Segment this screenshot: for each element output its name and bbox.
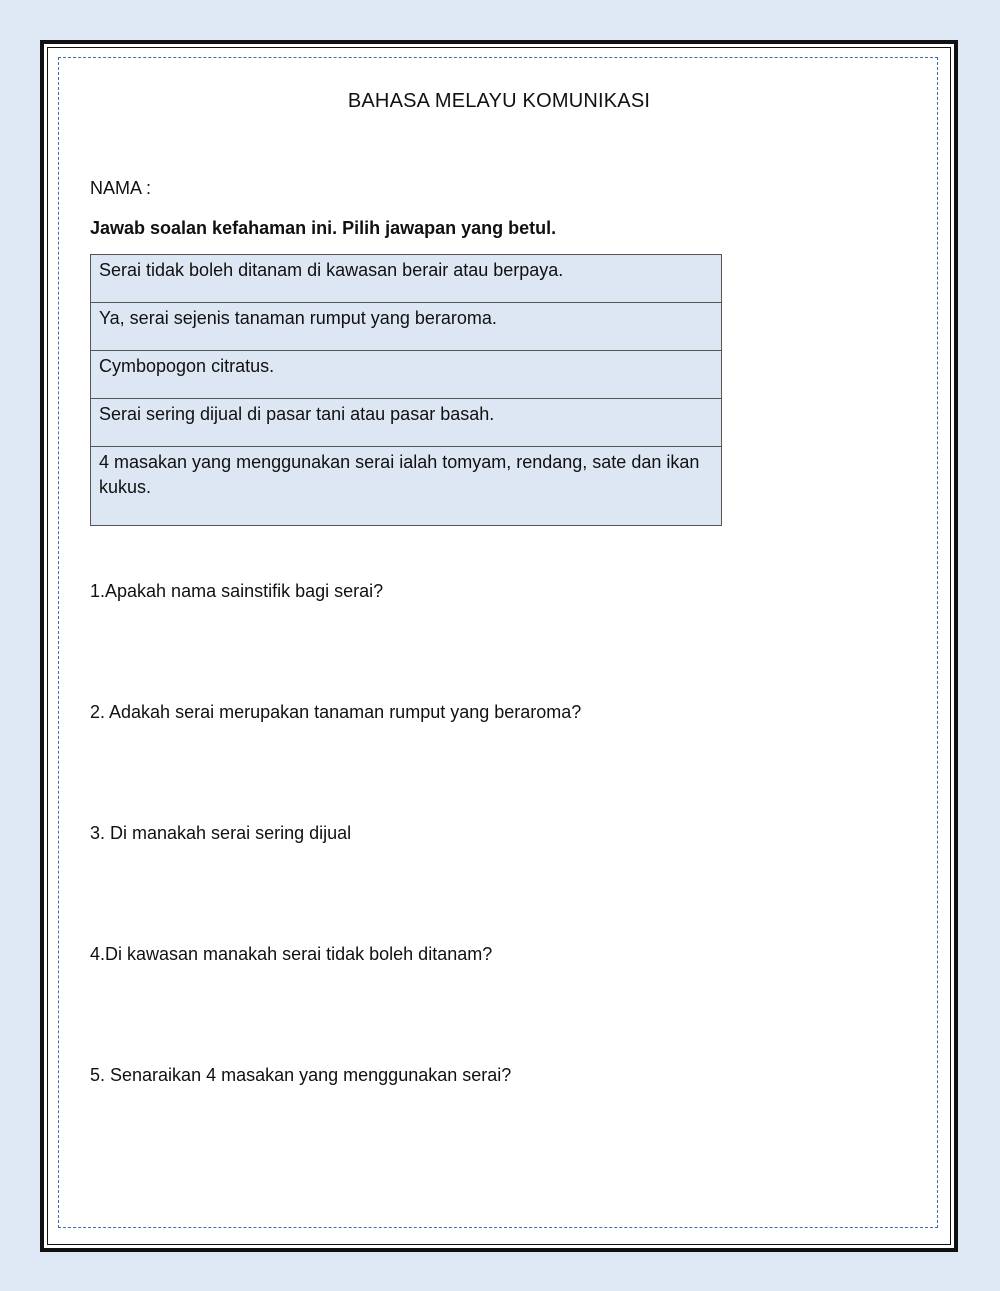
answer-option[interactable]: 4 masakan yang menggunakan serai ialah tomyam, rendang, sate dan ikan kukus.: [91, 447, 722, 526]
table-row: [91, 351, 722, 399]
answer-option[interactable]: Cymbopogon citratus.: [91, 351, 722, 399]
table-row: [91, 447, 722, 526]
question-1: 1.Apakah nama sainstifik bagi serai?: [90, 581, 384, 601]
worksheet-page: [40, 40, 958, 1252]
question-2: 2. Adakah serai merupakan tanaman rumput yang beraroma?: [90, 702, 582, 722]
answer-options-table: [90, 254, 722, 526]
question-5: 5. Senaraikan 4 masakan yang menggunakan serai?: [90, 1065, 512, 1085]
answer-option[interactable]: Serai tidak boleh ditanam di kawasan berair atau berpaya.: [91, 255, 722, 303]
table-row: [91, 255, 722, 303]
name-label: NAMA :: [90, 178, 152, 198]
table-row: [91, 399, 722, 447]
table-row: [91, 303, 722, 351]
instruction-text: Jawab soalan kefahaman ini. Pilih jawapan yang betul.: [90, 218, 557, 238]
question-3: 3. Di manakah serai sering dijual: [90, 823, 352, 843]
answer-option[interactable]: Serai sering dijual di pasar tani atau pasar basah.: [91, 399, 722, 447]
question-4: 4.Di kawasan manakah serai tidak boleh ditanam?: [90, 944, 493, 964]
worksheet-title: BAHASA MELAYU KOMUNIKASI: [347, 90, 651, 112]
answer-option[interactable]: Ya, serai sejenis tanaman rumput yang beraroma.: [91, 303, 722, 351]
